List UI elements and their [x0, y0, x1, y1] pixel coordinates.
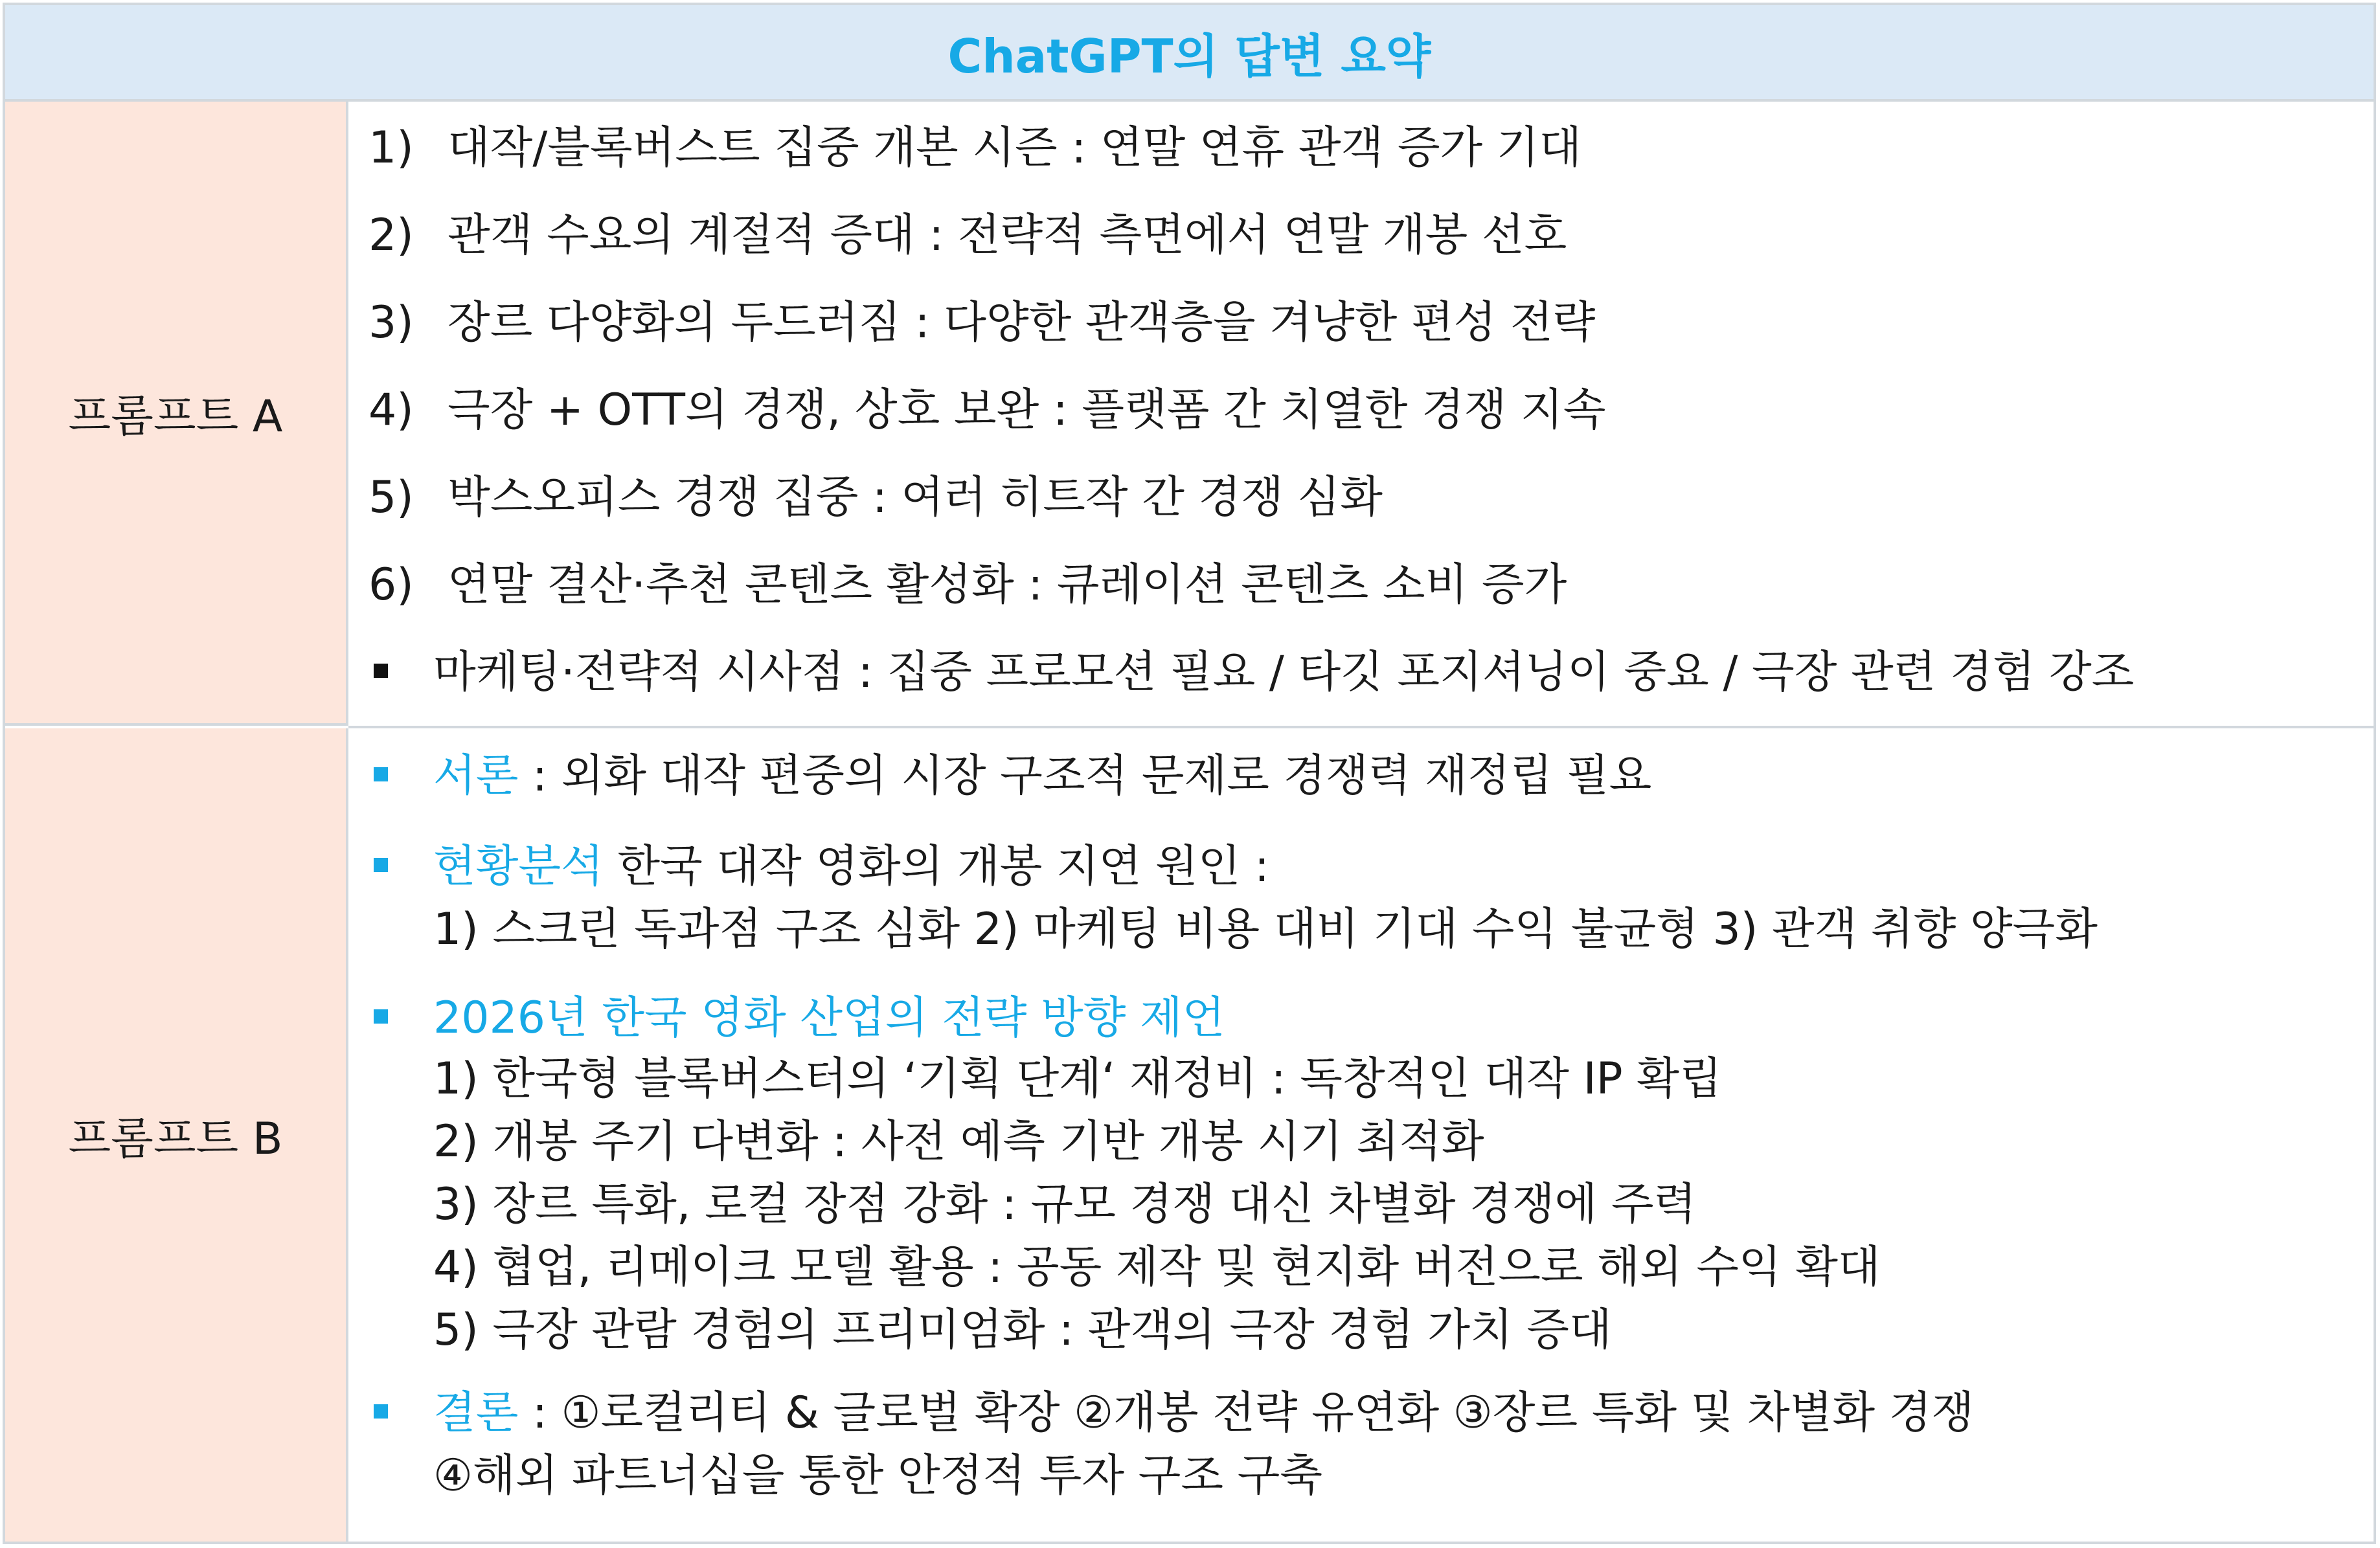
- marketing-bullet: 마케팅·전략적 시사점 : 집중 프로모션 필요 / 타깃 포지셔닝이 중요 / 극장 관련 경험 강조: [433, 647, 2135, 698]
- item-text: 극장 + OTT의 경쟁, 상호 보완 : 플랫폼 간 치열한 경쟁 지속: [448, 385, 1606, 436]
- list-item: [368, 385, 1606, 436]
- item-text: 관객 수요의 계절적 증대 : 전략적 측면에서 연말 개봉 선호: [448, 210, 1567, 261]
- intro-key: 서론: [433, 750, 519, 802]
- item-text: 박스오피스 경쟁 집중 : 여러 히트작 간 경쟁 심화: [448, 472, 1383, 523]
- item-number: 3): [368, 297, 414, 348]
- conclusion-line: [433, 1387, 1975, 1439]
- intro-line: [433, 750, 1652, 802]
- analysis-key: 현황분석: [433, 841, 604, 892]
- item-number: 4): [368, 385, 414, 436]
- list-item: [368, 122, 1582, 174]
- list-item: [368, 210, 1567, 261]
- proposal-heading: 2026년 한국 영화 산업의 전략 방향 제언: [433, 993, 1225, 1044]
- bullet-square-icon: [374, 1404, 388, 1419]
- analysis-text: 한국 대작 영화의 개봉 지연 원인 :: [603, 841, 1269, 892]
- proposal-item: 4) 협업, 리메이크 모델 활용 : 공동 제작 및 현지화 버전으로 해외 수익 확대: [433, 1242, 1881, 1293]
- proposal-item: 2) 개봉 주기 다변화 : 사전 예측 기반 개봉 시기 최적화: [433, 1116, 1484, 1167]
- item-number: 5): [368, 472, 414, 523]
- bullet-square-icon: [374, 1009, 388, 1024]
- proposal-item: 1) 한국형 블록버스터의 ‘기획 단계‘ 재정비 : 독창적인 대작 IP 확립: [433, 1053, 1722, 1105]
- prompt-b-label: 프롬프트 B: [68, 1113, 283, 1165]
- bullet-square-icon: [374, 767, 388, 781]
- conclusion-line-2: ④해외 파트너십을 통한 안정적 투자 구조 구축: [433, 1450, 1323, 1501]
- item-text: 연말 결산·추천 콘텐츠 활성화 : 큐레이션 콘텐츠 소비 증가: [448, 559, 1567, 611]
- analysis-causes: 1) 스크린 독과점 구조 심화 2) 마케팅 비용 대비 기대 수익 불균형 3) 관객 취향 양극화: [433, 904, 2098, 955]
- prompt-a-label-cell: [5, 102, 348, 726]
- item-text: 대작/블록버스트 집중 개본 시즌 : 연말 연휴 관객 증가 기대: [448, 122, 1582, 174]
- list-item: [368, 559, 1567, 611]
- prompt-b-content: [348, 728, 2374, 1542]
- analysis-line: [433, 841, 1269, 892]
- intro-text: : 외화 대작 편중의 시장 구조적 문제로 경쟁력 재정립 필요: [518, 750, 1652, 802]
- prompt-b-label-cell: [5, 728, 348, 1542]
- proposal-item: 3) 장르 특화, 로컬 장점 강화 : 규모 경쟁 대신 차별화 경쟁에 주력: [433, 1179, 1697, 1230]
- list-item: [368, 472, 1383, 523]
- item-number: 2): [368, 210, 414, 261]
- list-item: [368, 297, 1596, 348]
- item-number: 6): [368, 559, 414, 611]
- item-text: 장르 다양화의 두드러짐 : 다양한 관객층을 겨냥한 편성 전략: [448, 297, 1596, 348]
- summary-table: [3, 3, 2376, 1544]
- bullet-square-icon: [374, 858, 388, 872]
- table-header: [5, 5, 2374, 102]
- bullet-square-icon: [374, 664, 388, 678]
- prompt-a-label: 프롬프트 A: [68, 390, 283, 442]
- item-number: 1): [368, 122, 414, 174]
- prompt-a-content: [348, 102, 2374, 728]
- conclusion-text: : ①로컬리티 & 글로벌 확장 ②개봉 전략 유연화 ③장르 특화 및 차별화 경쟁: [518, 1387, 1975, 1439]
- conclusion-key: 결론: [433, 1387, 519, 1439]
- table-title: ChatGPT의 답변 요약: [947, 28, 1431, 84]
- proposal-item: 5) 극장 관람 경험의 프리미엄화 : 관객의 극장 경험 가치 증대: [433, 1305, 1612, 1356]
